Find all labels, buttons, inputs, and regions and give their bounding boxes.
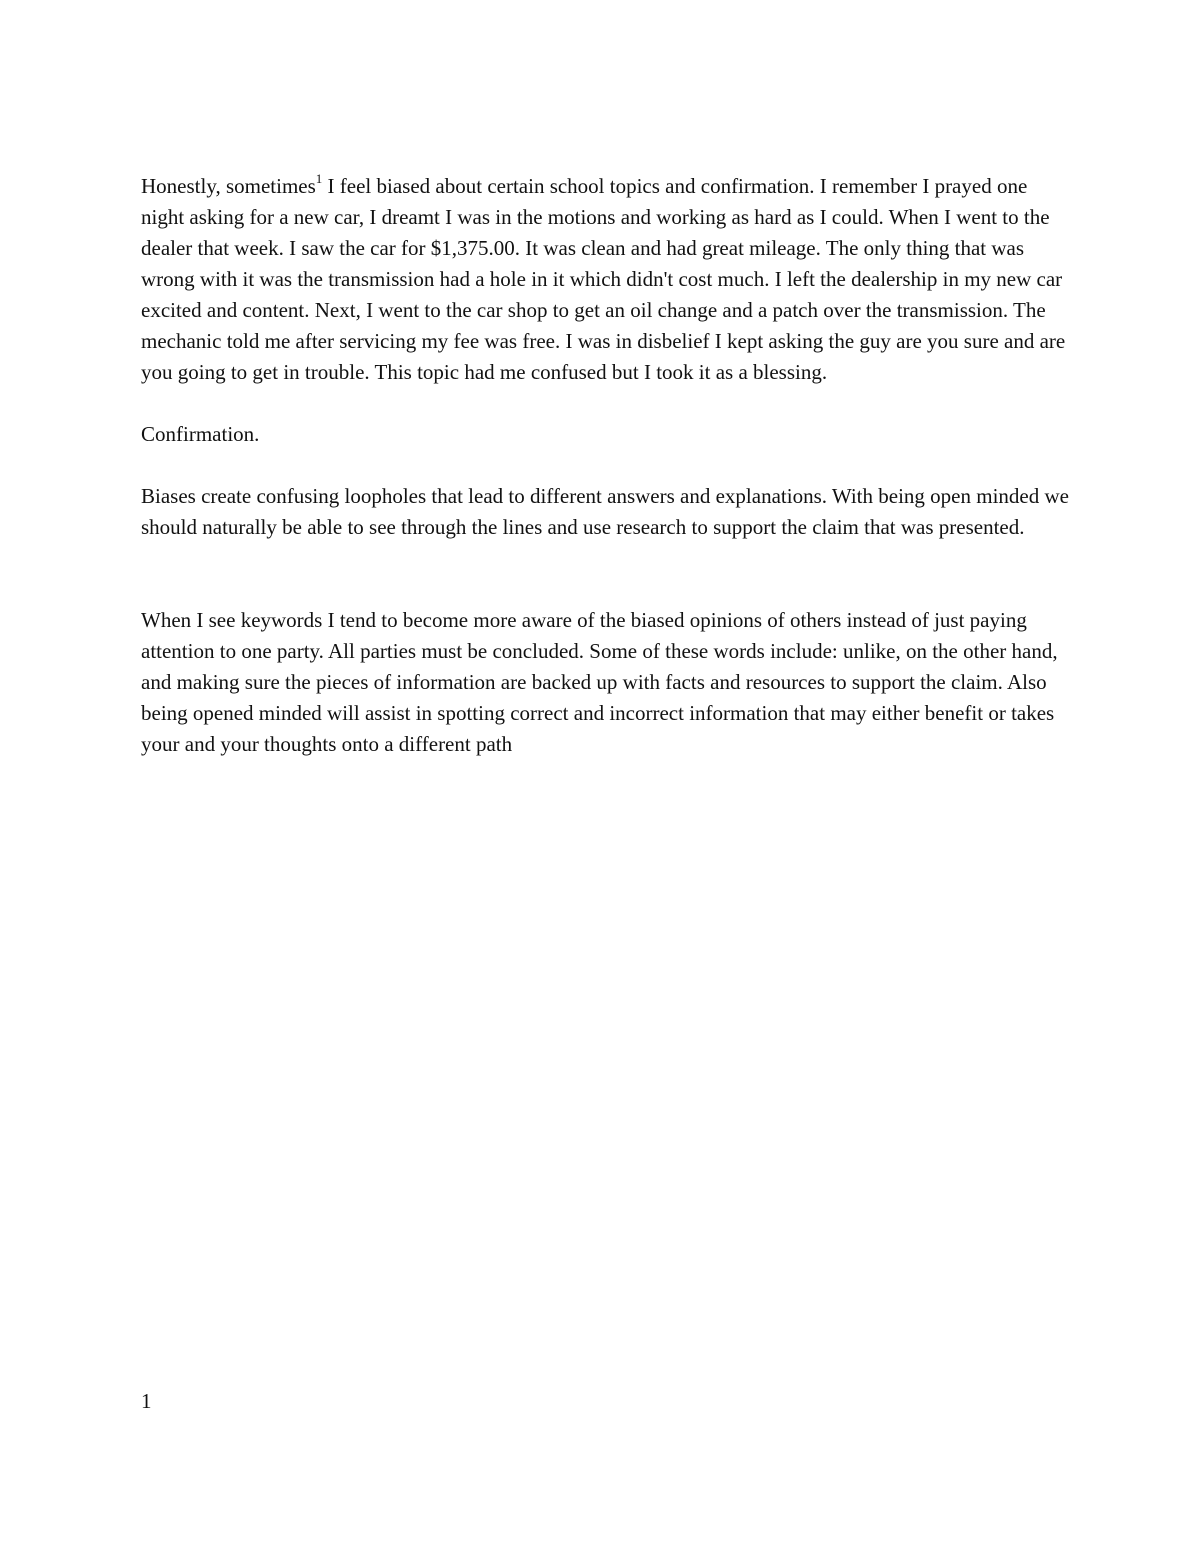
paragraph-story (141, 171, 1071, 388)
paragraph-keywords: When I see keywords I tend to become more aware of the biased opinions of others instead of just paying attention to one party. All parties must be concluded. Some of these words include: unlike, on the other hand, and making sure the pieces of information are backed up with facts and resources to support the claim. Also being opened minded will assist in spotting correct and incorrect information that may either benefit or takes your and your thoughts onto a different path (141, 608, 1058, 756)
footnote-reference: 1 (315, 171, 323, 186)
footnote: 1 (141, 1389, 152, 1413)
paragraph-biases: Biases create confusing loopholes that lead to different answers and explanations. With being open minded we should naturally be able to see through the lines and use research to support the claim that was presented. (141, 484, 1069, 539)
paragraph-confirmation: Confirmation. (141, 422, 260, 446)
document-body (141, 171, 1071, 760)
paragraph-spacer (141, 543, 1071, 605)
paragraph-story-rest: I feel biased about certain school topics and confirmation. I remember I prayed one night asking for a new car, I dreamt I was in the motions and working as hard as I could. When I went to the dealer that week. I saw the car for $1,375.00. It was clean and had great mileage. The only thing that was wrong with it was the transmission had a hole in it which didn't cost much. I left the dealership in my new car excited and content. Next, I went to the car shop to get an oil change and a patch over the transmission. The mechanic told me after servicing my fee was free. I was in disbelief I kept asking the guy are you sure and are you going to get in trouble. This topic had me confused but I took it as a blessing. (141, 174, 1066, 384)
paragraph-spacer (141, 388, 1071, 419)
paragraph-story-start: Honestly, sometimes (141, 174, 316, 198)
paragraph-spacer (141, 450, 1071, 481)
